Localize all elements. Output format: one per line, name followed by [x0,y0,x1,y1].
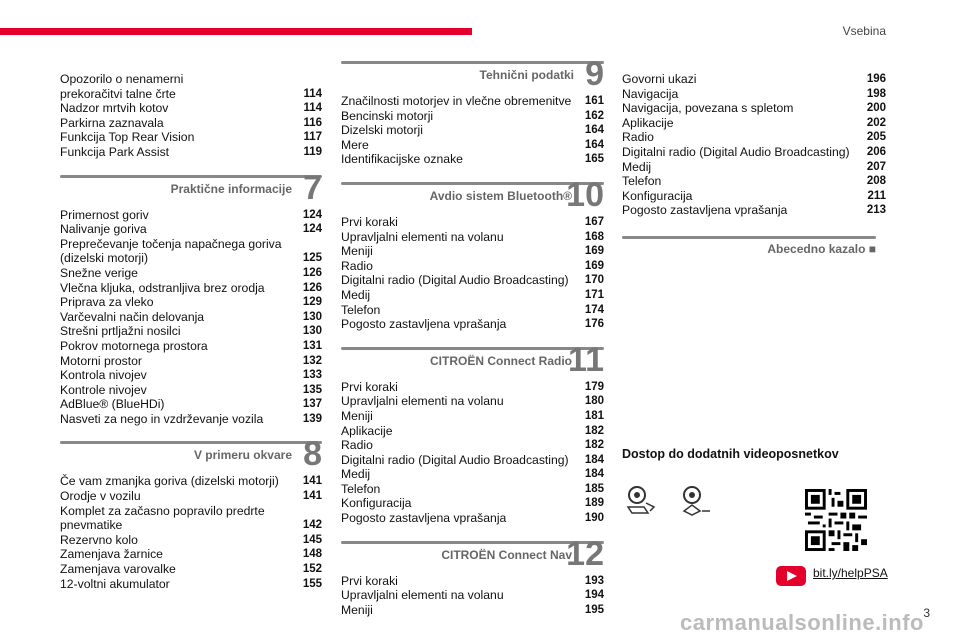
toc-entry[interactable] [60,130,322,145]
toc-entry[interactable] [341,467,604,482]
toc-entry-title: Digitalni radio (Digital Audio Broadcasting) [341,273,569,288]
toc-entry[interactable] [60,383,322,398]
toc-entry[interactable] [60,266,322,281]
toc-entry-title: (dizelski motorji) [60,251,149,266]
toc-entry-page: 114 [303,87,322,100]
toc-entry-title: Funkcija Park Assist [60,144,170,159]
section-10-header: Avdio sistem Bluetooth® 10 [341,177,604,213]
toc-entry-title: Konfiguracija [622,188,693,203]
toc-entry[interactable] [341,588,604,603]
toc-entry-page: 145 [302,533,322,546]
toc-entry-title: Radio [341,258,373,273]
toc-entry[interactable] [622,174,886,189]
toc-entry-page: 152 [302,563,322,576]
toc-entry[interactable] [341,496,604,511]
toc-entry-title: Prvi koraki [341,214,398,229]
toc-entry[interactable] [341,394,604,409]
toc-entry-page: 116 [303,116,322,129]
toc-entry[interactable] [622,130,886,145]
toc-entry-title: Dizelski motorji [341,123,423,138]
section-12-header: CITROËN Connect Nav 12 [341,536,604,572]
toc-entry[interactable] [341,273,604,288]
toc-entry-page: 117 [303,131,322,144]
toc-entry-title: Zamenjava žarnice [60,547,163,562]
toc-entry-page: 148 [302,548,322,561]
toc-entry-page: 190 [584,512,604,525]
toc-entry-page: 169 [584,245,604,258]
toc-entry-page: 164 [584,138,604,151]
toc-entry-title: Rezervno kolo [60,532,138,547]
toc-entry[interactable] [60,339,322,354]
toc-entry-page: 198 [866,87,886,100]
toc-entry[interactable] [60,222,322,237]
toc-entry-page: 132 [302,354,322,367]
toc-entry[interactable] [341,603,604,618]
toc-entry[interactable] [60,489,322,504]
toc-entry[interactable] [341,259,604,274]
toc-entry[interactable] [60,533,322,548]
toc-entry-title: Upravljalni elementi na volanu [341,588,504,603]
toc-entry-page: 133 [302,369,322,382]
watermark: carmanualsonline.info [680,610,924,635]
toc-entry-page: 185 [584,482,604,495]
toc-entry-title: Preprečevanje točenja napačnega goriva [60,236,282,251]
toc-entry-title: Konfiguracija [341,496,412,511]
toc-entry[interactable] [60,87,322,102]
toc-entry-page: 189 [584,497,604,510]
toc-entry-title: Zamenjava varovalke [60,562,176,577]
toc-entry-title: Vlečna kljuka, odstranljiva brez orodja [60,280,265,295]
toc-entry-page: 135 [302,383,322,396]
toc-entry-page: 207 [866,160,886,173]
toc-entry[interactable] [341,152,604,167]
toc-entry[interactable] [341,230,604,245]
toc-entry-page: 126 [302,281,322,294]
toc-entry[interactable] [60,145,322,160]
toc-entry-page: 124 [302,208,322,221]
toc-entry-title: Varčevalni način delovanja [60,309,205,324]
toc-entry-page: 211 [867,189,886,202]
help-link[interactable]: bit.ly/helpPSA [813,566,888,580]
toc-column-1 [60,72,322,591]
toc-entry-title: Radio [622,130,654,145]
toc-entry-page: 119 [303,145,322,158]
toc-entry-page: 213 [866,204,886,217]
toc-entry-page: 155 [302,577,322,590]
toc-entry-title: Radio [341,438,373,453]
toc-entry-page: 196 [866,73,886,85]
toc-entry-title: Navigacija, povezana s spletom [622,101,794,116]
toc-entry-title: Pogosto zastavljena vprašanja [341,317,507,332]
toc-entry-page: 114 [303,102,322,115]
toc-entry[interactable] [341,303,604,318]
qr-code[interactable] [805,489,867,551]
toc-entry-page: 131 [302,339,322,352]
toc-entry-page: 164 [584,124,604,137]
toc-entry[interactable] [622,160,886,175]
toc-entry[interactable] [60,310,322,325]
toc-entry-title: Govorni ukazi [622,72,697,86]
toc-entry-title: Kontrola nivojev [60,368,147,383]
toc-entry-page: 168 [584,230,604,243]
toc-entry-page: 170 [584,274,604,287]
toc-entry-title: Značilnosti motorjev in vlečne obremenitve [341,94,572,108]
toc-entry[interactable] [341,215,604,230]
toc-entry-page: 139 [302,412,322,425]
toc-entry-page: 184 [584,468,604,481]
toc-entry-title: Nadzor mrtvih kotov [60,101,169,116]
alphabetical-index-header [622,236,876,266]
toc-entry-title: Meniji [341,244,373,259]
toc-entry-page: 161 [584,95,604,107]
toc-entry-page: 137 [302,398,322,411]
toc-entry[interactable] [60,354,322,369]
toc-entry-title: Motorni prostor [60,353,142,368]
toc-entry-page: 193 [584,574,604,587]
toc-entry-page: 142 [302,519,322,532]
toc-entry[interactable] [60,324,322,339]
toc-entry-page: 182 [584,439,604,452]
toc-entry[interactable] [60,562,322,577]
toc-entry-title: Priprava za vleko [60,295,154,310]
video-heading: Dostop do dodatnih videoposnetkov [622,447,839,461]
toc-entry-page: 182 [584,424,604,437]
toc-entry-page: 130 [302,325,322,338]
toc-entry-title: Upravljalni elementi na volanu [341,394,504,409]
toc-entry-page: 130 [302,310,322,323]
toc-entry-title: Opozorilo o nenamerni [60,72,184,86]
toc-entry-title: Upravljalni elementi na volanu [341,229,504,244]
toc-entry-title: Digitalni radio (Digital Audio Broadcasting) [341,452,569,467]
toc-entry[interactable] [341,94,604,109]
toc-entry-title: Telefon [341,481,381,496]
toc-entry-title: Pokrov motornega prostora [60,338,208,353]
wheel-repair-icon-2 [678,485,714,519]
toc-entry-title: 12-voltni akumulator [60,576,170,591]
toc-entry-title: Če vam zmanjka goriva (dizelski motorji) [60,474,279,489]
toc-entry[interactable] [341,453,604,468]
toc-entry-title: Aplikacije [341,423,393,438]
toc-entry-page: 194 [584,589,604,602]
toc-entry[interactable] [60,518,322,533]
toc-entry[interactable] [622,101,886,116]
toc-entry[interactable] [60,208,322,223]
toc-entry[interactable] [622,116,886,131]
toc-entry[interactable] [60,101,322,116]
page-number: 3 [923,606,930,620]
toc-entry[interactable] [341,574,604,589]
toc-entry-title: Navigacija [622,86,679,101]
toc-entry[interactable] [60,295,322,310]
toc-entry-page: 141 [302,475,322,488]
toc-entry-title: Prvi koraki [341,573,398,588]
toc-entry[interactable] [341,482,604,497]
toc-entry-title: Funkcija Top Rear Vision [60,130,195,145]
toc-entry-title: Orodje v vozilu [60,489,141,504]
toc-entry[interactable] [60,397,322,412]
section-11-header: CITROËN Connect Radio 11 [341,342,604,378]
header-red-bar [0,28,472,35]
toc-entry-title: Pogosto zastavljena vprašanja [341,511,507,526]
toc-entry-page: 179 [584,380,604,393]
toc-entry-page: 171 [584,288,604,301]
toc-entry[interactable] [341,380,604,395]
toc-entry-page: 165 [584,153,604,166]
toc-entry-page: 202 [866,116,886,129]
toc-entry[interactable] [341,438,604,453]
toc-entry-page: 184 [584,453,604,466]
toc-entry-page: 206 [866,145,886,158]
toc-entry[interactable] [622,72,886,87]
index-link[interactable]: Abecedno kazalo ■ [767,242,876,256]
toc-entry[interactable] [341,424,604,439]
toc-entry-page: 169 [584,259,604,272]
toc-entry-title: Medij [341,467,371,482]
toc-entry-title: Prvi koraki [341,379,398,394]
toc-entry-page: 167 [584,215,604,228]
toc-entry[interactable] [622,189,886,204]
toc-entry[interactable] [60,72,322,87]
toc-entry[interactable] [60,281,322,296]
section-7-header: Praktične informacije 7 [60,170,322,206]
toc-entry-page: 195 [584,603,604,616]
toc-column-2 [341,56,604,617]
toc-entry-title: Telefon [341,302,381,317]
toc-entry[interactable] [60,251,322,266]
toc-entry[interactable] [341,409,604,424]
page-header-title: Vsebina [842,24,886,38]
toc-entry[interactable] [60,368,322,383]
toc-entry-title: Digitalni radio (Digital Audio Broadcasting) [622,144,850,159]
toc-entry-page: 162 [584,109,604,122]
toc-entry-title: Mere [341,137,369,152]
toc-entry-page: 141 [302,490,322,503]
toc-column-3 [622,72,886,218]
toc-entry-title: Medij [341,287,371,302]
section-8-header: V primeru okvare 8 [60,436,322,472]
toc-entry-title: Kontrole nivojev [60,382,147,397]
toc-entry[interactable] [341,109,604,124]
toc-entry-title: Snežne verige [60,265,138,280]
toc-entry-title: Parkirna zaznavala [60,115,164,130]
toc-entry-page: 124 [302,223,322,236]
toc-entry-title: Primernost goriv [60,207,149,222]
toc-entry[interactable] [341,123,604,138]
toc-entry[interactable] [60,412,322,427]
toc-entry[interactable] [60,547,322,562]
toc-entry-page: 125 [302,252,322,265]
toc-entry[interactable] [60,504,322,519]
toc-entry-title: pnevmatike [60,518,123,533]
toc-entry[interactable] [60,577,322,592]
toc-entry-page: 200 [866,102,886,115]
toc-entry-page: 180 [584,395,604,408]
toc-entry-title: Telefon [622,174,662,189]
toc-entry[interactable] [60,474,322,489]
toc-entry-title: Nalivanje goriva [60,222,147,237]
toc-entry[interactable] [341,511,604,526]
toc-entry[interactable] [622,145,886,160]
toc-entry-page: 208 [866,175,886,188]
toc-entry-title: AdBlue® (BlueHDi) [60,397,165,412]
toc-entry-title: Bencinski motorji [341,108,434,123]
toc-entry-title: Aplikacije [622,115,674,130]
toc-entry-page: 181 [584,409,604,422]
toc-entry[interactable] [622,203,886,218]
toc-entry-title: Medij [622,159,652,174]
toc-entry[interactable] [622,87,886,102]
toc-entry[interactable] [341,138,604,153]
toc-entry[interactable] [341,317,604,332]
toc-entry-title: Identifikacijske oznake [341,152,463,167]
toc-entry-title: Strešni prtljažni nosilci [60,324,181,339]
toc-entry-title: Komplet za začasno popravilo predrte [60,503,265,518]
toc-entry-title: prekoračitvi talne črte [60,86,176,101]
toc-entry-page: 129 [302,296,322,309]
toc-entry-page: 176 [584,318,604,331]
toc-entry-title: Meniji [341,408,373,423]
toc-entry[interactable] [60,116,322,131]
toc-entry-page: 205 [866,131,886,144]
toc-entry-title: Nasveti za nego in vzdrževanje vozila [60,411,264,426]
toc-entry-title: Meniji [341,602,373,617]
toc-entry-page: 126 [302,266,322,279]
toc-entry-page: 174 [584,303,604,316]
toc-entry[interactable] [341,288,604,303]
toc-entry[interactable] [60,237,322,252]
toc-entry[interactable] [341,244,604,259]
wheel-repair-icon [624,485,660,519]
youtube-icon[interactable] [776,566,806,586]
section-9-header: Tehnični podatki 9 [341,56,604,92]
toc-entry-title: Pogosto zastavljena vprašanja [622,203,788,218]
